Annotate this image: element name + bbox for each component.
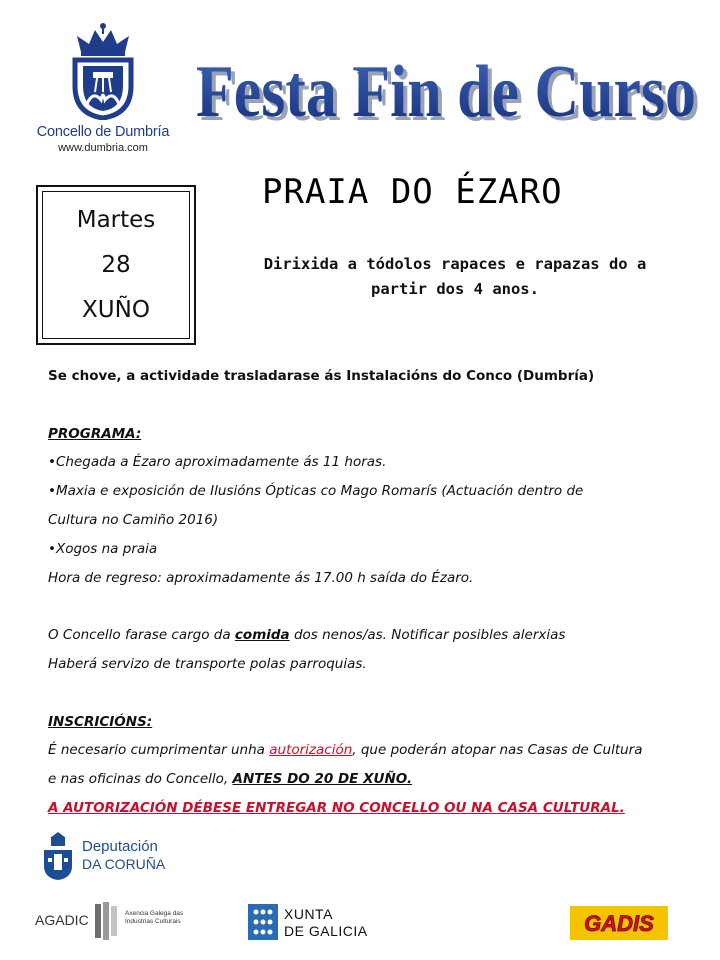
programa-item: Cultura no Camiño 2016) xyxy=(48,511,219,528)
audience-line-2: partir dos 4 anos. xyxy=(371,280,539,298)
event-title xyxy=(195,46,710,136)
inscricions-line-2: e nas oficinas do Concello, ANTES DO 20 DE XUÑO. xyxy=(48,771,413,788)
deputacion-logo xyxy=(42,832,172,882)
date-weekday: Martes xyxy=(76,207,156,234)
document-body xyxy=(48,362,698,823)
event-title-shadow: Festa Fin de Curso xyxy=(200,55,700,136)
date-box xyxy=(36,185,196,345)
programa-heading: PROGRAMA: xyxy=(48,425,142,442)
agadic-logo xyxy=(35,900,185,940)
inscricions-line-1: É necesario cumprimentar unha autorización, que poderán atopar nas Casas de Cultura xyxy=(48,742,643,759)
deadline: ANTES DO 20 DE XUÑO. xyxy=(232,771,413,788)
event-place: PRAIA DO ÉZARO xyxy=(262,172,563,212)
agadic-mark-icon xyxy=(93,902,123,940)
deputacion-province: DA CORUÑA xyxy=(82,856,166,872)
gadis-logo xyxy=(570,906,668,940)
concello-crest xyxy=(28,22,178,167)
date-month: XUÑO xyxy=(82,296,150,323)
crest-name: Concello de Dumbría xyxy=(36,124,170,140)
programa-item: •Chegada a Ézaro aproximadamente ás 11 horas. xyxy=(48,454,387,471)
rain-note: Se chove, a actividade trasladarase ás Instalacións do Conco (Dumbría) xyxy=(48,368,595,384)
agadic-subtitle: Axencia Galega das Industrias Culturais xyxy=(125,910,184,925)
autorizacion-word: autorización xyxy=(269,742,353,759)
xunta-logo xyxy=(248,904,378,942)
event-audience xyxy=(225,252,685,302)
date-day: 28 xyxy=(101,251,131,278)
return-time: Hora de regreso: aproximadamente ás 17.00 h saída do Ézaro. xyxy=(48,569,474,586)
xunta-name: XUNTA DE GALICIA xyxy=(284,906,368,939)
audience-line-1: Dirixida a tódolos rapaces e rapazas do a xyxy=(263,255,647,273)
food-word: comida xyxy=(234,627,290,644)
deputacion-tower-icon xyxy=(42,832,74,880)
programa-item: •Xogos na praia xyxy=(48,540,158,557)
inscricions-heading: INSCRICIÓNS: xyxy=(48,713,153,730)
crest-website: www.dumbria.com xyxy=(58,142,148,154)
transport-note: Haberá servizo de transporte polas parroquias. xyxy=(48,655,367,672)
event-title-text: Festa Fin de Curso xyxy=(196,51,696,133)
xunta-shield-icon xyxy=(248,904,278,940)
svg-text:GADIS: GADIS xyxy=(584,911,654,936)
deputacion-name: Deputación xyxy=(82,838,158,855)
agadic-name: AGADIC xyxy=(35,912,89,928)
inscricions-warning: A AUTORIZACIÓN DÉBESE ENTREGAR NO CONCELLO OU NA CASA CULTURAL. xyxy=(48,799,625,816)
food-note: O Concello farase cargo da comida dos nenos/as. Notificar posibles alerxias xyxy=(48,627,566,644)
crest-icon xyxy=(67,22,139,120)
programa-item: •Maxia e exposición de Ilusións Ópticas co Mago Romarís (Actuación dentro de xyxy=(48,483,584,500)
